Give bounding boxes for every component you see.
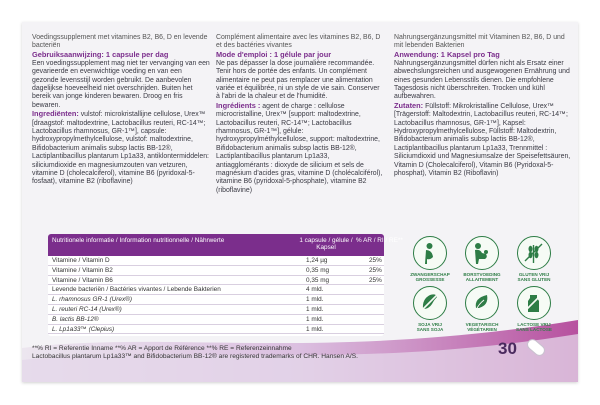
text-column-dutch <box>32 34 210 187</box>
nutrient-amount: 1 mld. <box>306 315 324 323</box>
badge-label-bottom: SANS GLUTEN <box>517 277 551 283</box>
badge-label-top: SOJA VRIJ <box>418 322 442 327</box>
badge-label-top: ZWANGERSCHAP <box>410 272 450 277</box>
badge-label-bottom: ALLAITEMENT <box>465 277 499 283</box>
lactose-free-icon <box>517 286 551 320</box>
header-reference-intake: % AR / RI / RE** <box>356 237 403 244</box>
nutrient-name: L. Lp1a33™ (Clepius) <box>52 325 115 333</box>
capsule-count: 30 <box>498 339 517 358</box>
nutrition-row <box>48 295 384 305</box>
nutrient-reference-pct: 25% <box>369 257 382 264</box>
nutrient-amount: 0,35 mg <box>306 266 330 274</box>
nutrient-reference-pct: 25% <box>369 276 382 284</box>
breastfeeding-icon <box>465 236 499 270</box>
intro-text: Nahrungsergänzungsmittel mit Vitaminen B2, B6, D und mit lebenden Bakterien <box>394 34 565 50</box>
nutrient-amount: 1 mld. <box>306 325 324 333</box>
text-column-german <box>394 34 572 178</box>
nutrient-name: L. reuteri RC-14 (Urex®) <box>52 306 122 313</box>
usage-heading: Gebruiksaanwijzing: 1 capsule per dag <box>32 50 169 60</box>
nutrition-row <box>48 315 384 325</box>
nutrition-row <box>48 276 384 286</box>
badge-label-top: LACTOSE VRIJ <box>517 322 551 327</box>
nutrient-name: Vitamine / Vitamin D <box>52 257 110 264</box>
ingredients-label: Ingrédients : <box>216 100 261 110</box>
badge-label-top: BORSTVOEDING <box>463 272 501 277</box>
nutrition-row <box>48 256 384 266</box>
text-column-french <box>216 34 384 195</box>
trademark-footnote: Lactobacillus plantarum Lp1a33™ and Bifidobacterium BB-12® are registered trademarks of CHR. Hansen A/S. <box>32 353 358 360</box>
usage-text: Ne pas dépasser la dose journalière recommandée. Tenir hors de portée des enfants. Un complément alimentaire ne peut pas remplacer une alimentation variée et équilibrée, ni un style de vie sain. Conserver à l'abri de la chaleur et de l'humidité. <box>216 59 380 101</box>
ingredients-text: vulstof: microkristallijne cellulose, Urex™ [draagstof: maltodextrine, Lactobacillus reuteri, RC-14™; Lactobacillus rhamnosus, GR-1™], capsule: hydroxypropylmethylcellulose, vulstof: maltodextrine, Bifidobacterium animalis subsp lactis BB-12®, Lactiplantibacillus plantarum Lp1a33, antiklontermiddelen: siliciumdioxide en magnesiumzouten van vetzuren, vitamine D (cholecalciferol), vitamine B6 (pyridoxal-5-fosfaat), vitamine B2 (riboflavine) <box>32 111 209 186</box>
nutrition-row <box>48 266 384 276</box>
nutrition-table-header <box>48 234 403 256</box>
footnotes <box>32 345 452 361</box>
badge-label-bottom: GROSSESSE <box>415 277 445 283</box>
ingredients-label: Ingrediënten: <box>32 109 79 119</box>
vegetarian-icon <box>465 286 499 320</box>
nutrient-name: Vitamine / Vitamin B6 <box>52 276 113 284</box>
badge-label-top: VEGETARISCH <box>465 322 499 327</box>
usage-text: Een voedingssupplement mag niet ter vervanging van een gevarieerde en evenwichtige voeding en van een gezonde levensstijl worden gebruikt. De aanbevolen dagelijkse hoeveelheid niet overschrijden. Buiten het bereik van jonge kinderen bewaren. Droog en fris bewaren. <box>32 59 210 109</box>
badge-label-bottom: SANS LACTOSE <box>516 327 552 333</box>
nutrient-name: Levende bacteriën / Bactéries vivantes / Lebende Bakterien <box>52 286 221 294</box>
badge-label-bottom: SANS SOJA <box>416 327 444 333</box>
nutrient-amount: 1 mld. <box>306 296 324 304</box>
nutrient-name: Vitamine / Vitamin B2 <box>52 266 113 274</box>
soy-free-icon <box>413 286 447 320</box>
nutrition-row <box>48 285 384 295</box>
badge-label-bottom: VÉGÉTARIEN <box>467 327 497 333</box>
gluten-free-icon <box>517 236 551 270</box>
intro-text: Voedingssupplement met vitamines B2, B6, D en levende bacteriën <box>32 34 208 50</box>
header-nutrient: Nutritionele informatie / Information nutritionnelle / Nährwerte <box>52 237 225 244</box>
nutrient-amount: 1 mld. <box>306 306 324 313</box>
usage-text: Nahrungsergänzungsmittel dürfen nicht als Ersatz einer abwechslungsreichen und ausgewogenen Ernährung und eines gesunden Lebensstils dienen. Die empfohlene Tagesdosis nicht überschreiten. Trocken und kühl aufbewahren. <box>394 59 570 101</box>
header-per-capsule: 1 capsule / gélule / Kapsel <box>299 237 353 252</box>
usage-heading: Anwendung: 1 Kapsel pro Tag <box>394 50 500 60</box>
usage-heading: Mode d'emploi : 1 gélule par jour <box>216 50 332 60</box>
ingredients-text: agent de charge : cellulose microcristalline, Urex™ [support: maltodextrine, Lactobacillus reuteri, RC-14™; Lactobacillus rhamnosus, GR-1™], gélule: hydroxypropylméthylcellulose, support: maltodextrine, Bifidobacterium animalis subsp lactis BB-12®, Lactiplantibacillus plantarum Lp1a33, antiagglomérants : dioxyde de silicium et sels de magnésium d'acides gras, vitamine D (cholécalciférol), vitamine B6 (pyridoxal-5-phosphate), vitamine B2 (riboflavine) <box>216 102 383 194</box>
nutrition-row <box>48 325 384 335</box>
pregnant-woman-icon <box>413 236 447 270</box>
certification-badges <box>405 234 565 334</box>
intro-text: Complément alimentaire avec les vitamines B2, B6, D et des bactéries vivantes <box>216 34 381 50</box>
ingredients-label: Zutaten: <box>394 100 424 110</box>
nutrient-name: B. lactis BB-12® <box>52 315 99 323</box>
reference-intake-footnote: **% RI = Referentie Inname **% AR = Apport de Référence **% RE = Referenzeinnahme <box>32 345 292 352</box>
badge-label-top: GLUTEN VRIJ <box>518 272 550 277</box>
nutrition-row <box>48 305 384 315</box>
nutrient-amount: 1,24 µg <box>306 257 328 264</box>
nutrient-amount: 0,35 mg <box>306 276 330 284</box>
nutrient-name: L. rhamnosus GR-1 (Urex®) <box>52 296 132 304</box>
ingredients-text: Füllstoff: Mikrokristalline Cellulose, Urex™ [Trägerstoff: Maltodextrin, Lactobacillus reuteri, RC-14™; Lactobacillus rhamnosus, GR-1™], Kapsel: Hydroxypropylmethylcellulose, Füllstoff: Maltodextrin, Bifidobacterium animalis subsp lactis BB-12®, Lactiplantibacillus plantarum Lp1a33, Trennmittel : Siliciumdioxid und Magnesiumsalze der Speisefettsäuren, Vitamin D (Cholecalciferol), Vitamin B6 (Pyridoxal-5-phosphat), Vitamin B2 (Riboflavin) <box>394 102 571 177</box>
nutrient-reference-pct: 25% <box>369 266 382 274</box>
nutrient-amount: 4 mld. <box>306 286 324 294</box>
